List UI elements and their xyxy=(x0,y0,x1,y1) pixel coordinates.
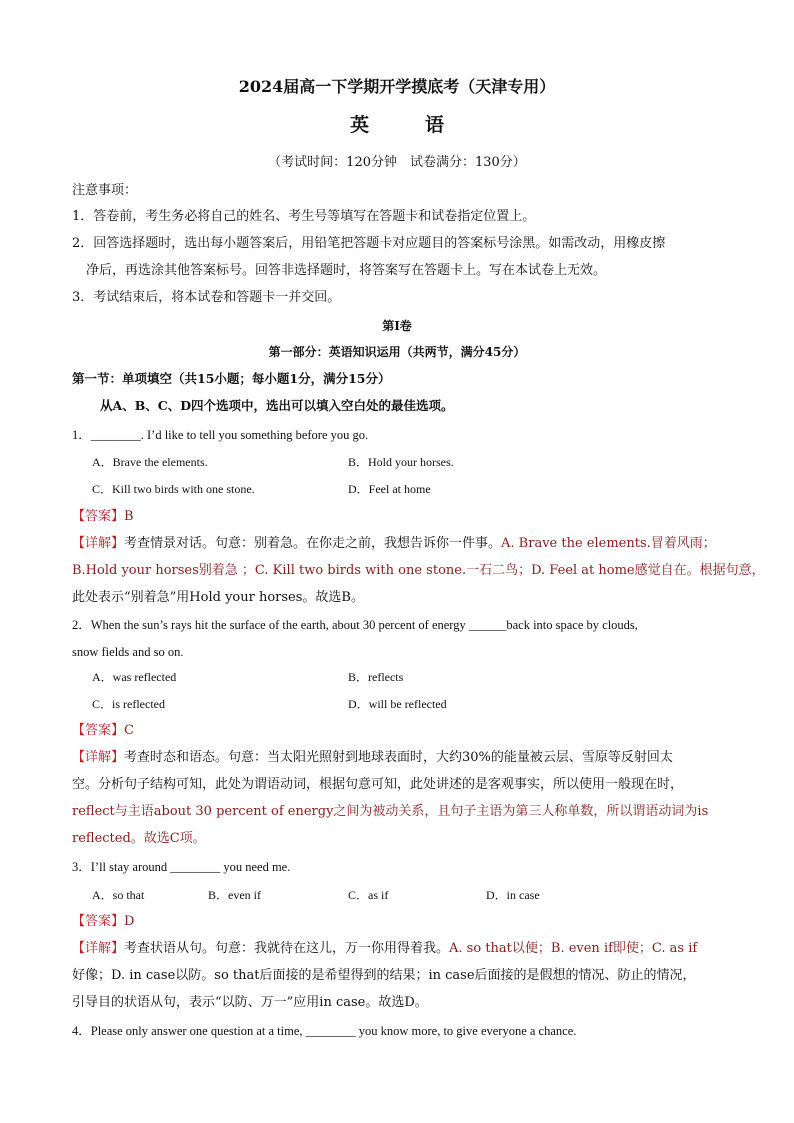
question-2-detail-line-4: reflected。故选C项。 xyxy=(72,831,206,846)
question-1-detail-line-2: B.Hold your horses别着急 ；C. Kill two birds with one stone.一石二鸟；D. Feel at home感觉自在。根据句意， xyxy=(72,563,765,578)
notice-item-2b: 净后，再选涂其他答案标号。回答非选择题时，将答案写在答题卡上。写在本试卷上无效。 xyxy=(86,263,607,278)
question-2-option-d: D．will be reflected xyxy=(348,697,447,711)
notice-item-2a: 2．回答选择题时，选出每小题答案后，用铅笔把答题卡对应题目的答案标号涂黑。如需改动，用橡皮擦 xyxy=(72,236,666,251)
question-4-stem: 4．Please only answer one question at a time, ________ you know more, to give everyone a chance. xyxy=(72,1024,577,1038)
question-1-option-a: A．Brave the elements. xyxy=(92,455,208,469)
answer-label: 【答案】 xyxy=(72,914,125,929)
detail-label: 【详解】 xyxy=(72,941,125,956)
question-2-option-b: B．reflects xyxy=(348,670,404,684)
question-1-detail-line-1 xyxy=(72,535,716,553)
question-1-option-d: D．Feel at home xyxy=(348,482,431,496)
question-2-detail-line-2: 空。分析句子结构可知，此处为谓语动词，根据句意可知，此处讲述的是客观事实，所以使用一般现在时， xyxy=(72,777,684,792)
detail-label: 【详解】 xyxy=(72,750,125,765)
question-3-option-c: C．as if xyxy=(348,888,389,902)
exam-meta: （考试时间：120分钟 试卷满分：130分） xyxy=(268,155,526,170)
question-3-detail-line-2: 好像；D. in case以防。so that后面接的是希望得到的结果；in case后面接的是假想的情况、防止的情况， xyxy=(72,968,696,983)
question-2-answer xyxy=(72,722,134,740)
question-2-option-c: C．is reflected xyxy=(92,697,165,711)
notice-heading: 注意事项： xyxy=(72,183,138,198)
answer-label: 【答案】 xyxy=(72,509,125,524)
detail-text-colored: A. so that以便；B. even if即使；C. as if xyxy=(449,941,698,956)
instruction: 从A、B、C、D四个选项中，选出可以填入空白处的最佳选项。 xyxy=(100,398,454,413)
question-1-stem: 1．________. I’d like to tell you something before you go. xyxy=(72,428,369,442)
detail-label: 【详解】 xyxy=(72,536,125,551)
question-2-option-a: A．was reflected xyxy=(92,670,177,684)
answer-value: D xyxy=(124,914,135,929)
question-2-stem-line-2: snow fields and so on. xyxy=(72,645,184,659)
question-2-detail-line-1 xyxy=(72,749,673,767)
detail-text: 考查时态和语态。句意：当太阳光照射到地球表面时，大约30%的能量被云层、雪原等反射回太 xyxy=(124,750,673,765)
question-3-answer xyxy=(72,913,134,931)
question-2-stem-line-1: 2．When the sun’s rays hit the surface of the earth, about 30 percent of energy ______back into space by clouds, xyxy=(72,618,638,632)
question-3-option-b: B．even if xyxy=(208,888,261,902)
notice-item-3: 3．考试结束后，将本试卷和答题卡一并交回。 xyxy=(72,290,341,305)
notice-item-1: 1．答卷前，考生务必将自己的姓名、考生号等填写在答题卡和试卷指定位置上。 xyxy=(72,209,536,224)
question-1-option-c: C．Kill two birds with one stone. xyxy=(92,482,255,496)
answer-value: C xyxy=(124,723,134,738)
question-2-detail-line-3: reflect与主语about 30 percent of energy之间为被动关系，且句子主语为第三人称单数，所以谓语动词为is xyxy=(72,804,709,819)
detail-text: 考查情景对话。句意：别着急。在你走之前，我想告诉你一件事。 xyxy=(124,536,502,551)
answer-value: B xyxy=(124,509,134,524)
subject-title: 英语 xyxy=(349,114,500,136)
question-3-stem: 3．I’ll stay around ________ you need me. xyxy=(72,860,291,874)
part-heading: 第一部分：英语知识运用（共两节，满分45分） xyxy=(268,345,526,359)
volume-heading: 第I卷 xyxy=(382,319,412,333)
question-3-detail-line-3: 引导目的状语从句，表示“以防、万一”应用in case。故选D。 xyxy=(72,995,428,1010)
question-3-detail-line-1 xyxy=(72,940,697,958)
question-1-answer xyxy=(72,508,134,526)
question-3-option-a: A．so that xyxy=(92,888,145,902)
section-heading: 第一节：单项填空（共15小题；每小题1分，满分15分） xyxy=(72,371,391,386)
answer-label: 【答案】 xyxy=(72,723,125,738)
question-3-option-d: D．in case xyxy=(486,888,540,902)
detail-text-colored: A. Brave the elements.冒着风雨； xyxy=(501,536,716,551)
question-1-option-b: B．Hold your horses. xyxy=(348,455,454,469)
exam-title: 2024届高一下学期开学摸底考（天津专用） xyxy=(238,77,556,96)
question-1-detail-line-3: 此处表示“别着急”用Hold your horses。故选B。 xyxy=(72,590,364,605)
detail-text: 考查状语从句。句意：我就待在这儿，万一你用得着我。 xyxy=(124,941,450,956)
